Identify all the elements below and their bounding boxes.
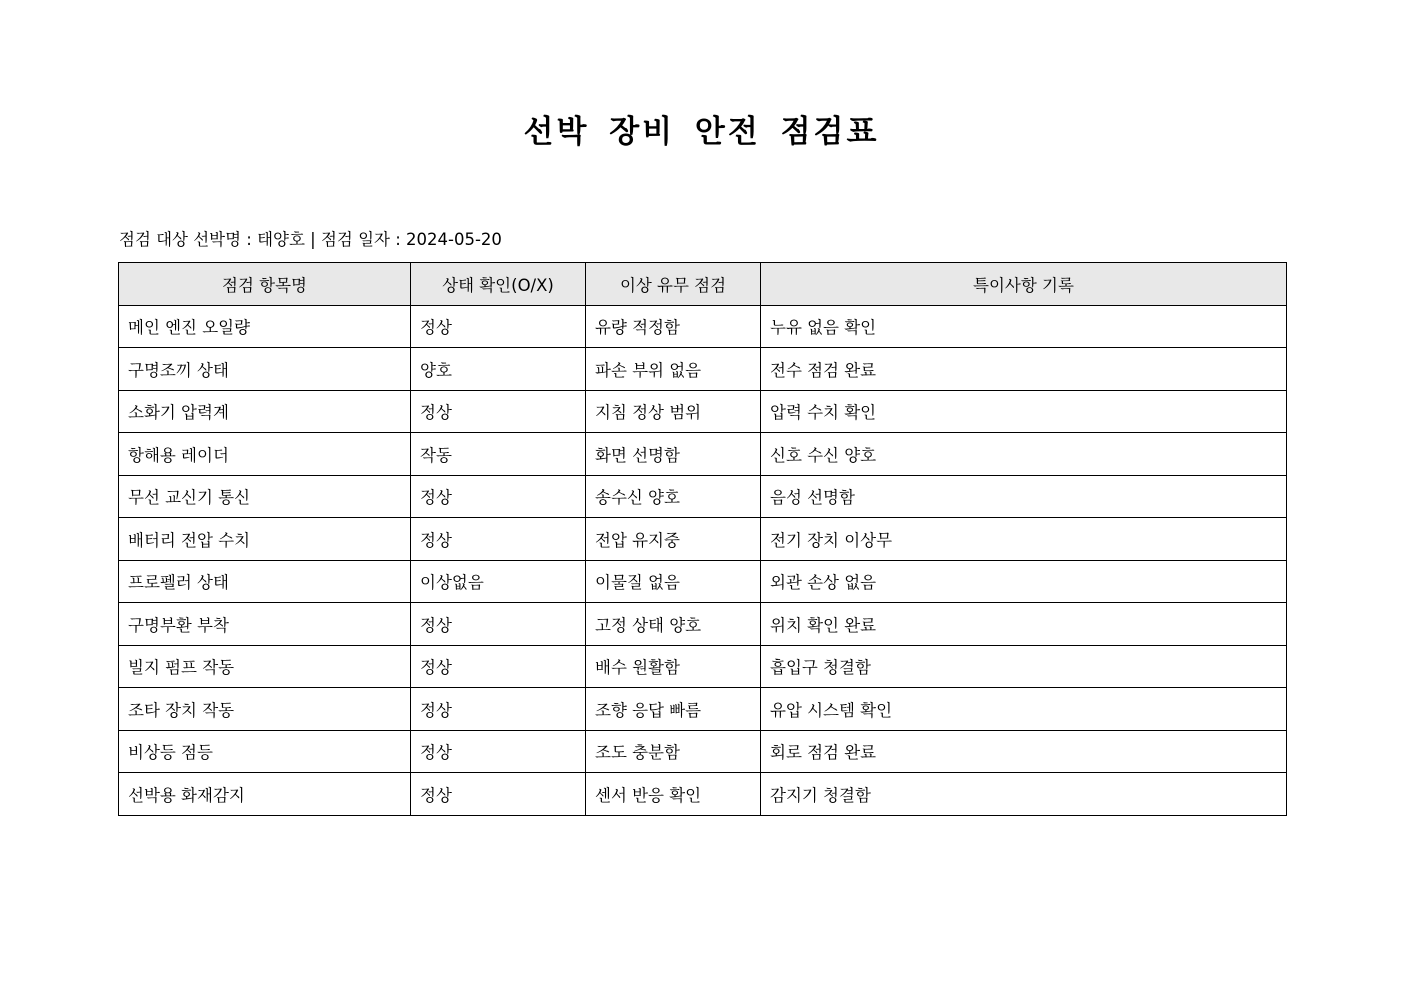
cell-item-name: 빌지 펌프 작동 [119,645,411,688]
cell-abnormality: 이물질 없음 [586,560,761,603]
table-row [119,645,1287,688]
cell-abnormality: 화면 선명함 [586,433,761,476]
header-remarks: 특이사항 기록 [761,263,1287,306]
cell-remarks: 회로 점검 완료 [761,730,1287,773]
cell-remarks: 유압 시스템 확인 [761,688,1287,731]
table-row [119,730,1287,773]
table-row [119,773,1287,816]
cell-item-name: 항해용 레이더 [119,433,411,476]
cell-abnormality: 송수신 양호 [586,475,761,518]
cell-remarks: 위치 확인 완료 [761,603,1287,646]
cell-remarks: 흡입구 청결함 [761,645,1287,688]
cell-status: 이상없음 [411,560,586,603]
cell-status: 작동 [411,433,586,476]
cell-status: 양호 [411,348,586,391]
document-title: 선박 장비 안전 점검표 [523,114,880,150]
cell-abnormality: 전압 유지중 [586,518,761,561]
cell-item-name: 메인 엔진 오일량 [119,305,411,348]
cell-remarks: 전기 장치 이상무 [761,518,1287,561]
table-header [119,263,1287,306]
inspection-table [118,262,1287,816]
cell-item-name: 구명조끼 상태 [119,348,411,391]
table-row [119,518,1287,561]
cell-item-name: 조타 장치 작동 [119,688,411,731]
cell-abnormality: 파손 부위 없음 [586,348,761,391]
header-status-check: 상태 확인(O/X) [411,263,586,306]
inspection-meta: 점검 대상 선박명 : 태양호 | 점검 일자 : 2024-05-20 [119,230,502,249]
cell-remarks: 누유 없음 확인 [761,305,1287,348]
cell-remarks: 신호 수신 양호 [761,433,1287,476]
cell-remarks: 전수 점검 완료 [761,348,1287,391]
cell-item-name: 선박용 화재감지 [119,773,411,816]
table-row [119,560,1287,603]
cell-abnormality: 배수 원활함 [586,645,761,688]
cell-item-name: 비상등 점등 [119,730,411,773]
cell-remarks: 외관 손상 없음 [761,560,1287,603]
table-body [119,305,1287,815]
cell-item-name: 프로펠러 상태 [119,560,411,603]
cell-status: 정상 [411,645,586,688]
cell-abnormality: 조도 충분함 [586,730,761,773]
cell-abnormality: 유량 적정함 [586,305,761,348]
cell-remarks: 압력 수치 확인 [761,390,1287,433]
table-row [119,603,1287,646]
cell-status: 정상 [411,603,586,646]
cell-status: 정상 [411,730,586,773]
cell-status: 정상 [411,390,586,433]
table-row [119,475,1287,518]
cell-status: 정상 [411,518,586,561]
cell-status: 정상 [411,305,586,348]
cell-remarks: 감지기 청결함 [761,773,1287,816]
table-row [119,390,1287,433]
table-row [119,348,1287,391]
cell-item-name: 소화기 압력계 [119,390,411,433]
cell-item-name: 배터리 전압 수치 [119,518,411,561]
cell-abnormality: 센서 반응 확인 [586,773,761,816]
cell-status: 정상 [411,688,586,731]
header-abnormality-check: 이상 유무 점검 [586,263,761,306]
header-row [119,263,1287,306]
table-row [119,305,1287,348]
cell-abnormality: 지침 정상 범위 [586,390,761,433]
table-row [119,688,1287,731]
cell-abnormality: 고정 상태 양호 [586,603,761,646]
cell-status: 정상 [411,475,586,518]
cell-item-name: 구명부환 부착 [119,603,411,646]
cell-item-name: 무선 교신기 통신 [119,475,411,518]
cell-abnormality: 조향 응답 빠름 [586,688,761,731]
header-item-name: 점검 항목명 [119,263,411,306]
cell-remarks: 음성 선명함 [761,475,1287,518]
cell-status: 정상 [411,773,586,816]
table-row [119,433,1287,476]
